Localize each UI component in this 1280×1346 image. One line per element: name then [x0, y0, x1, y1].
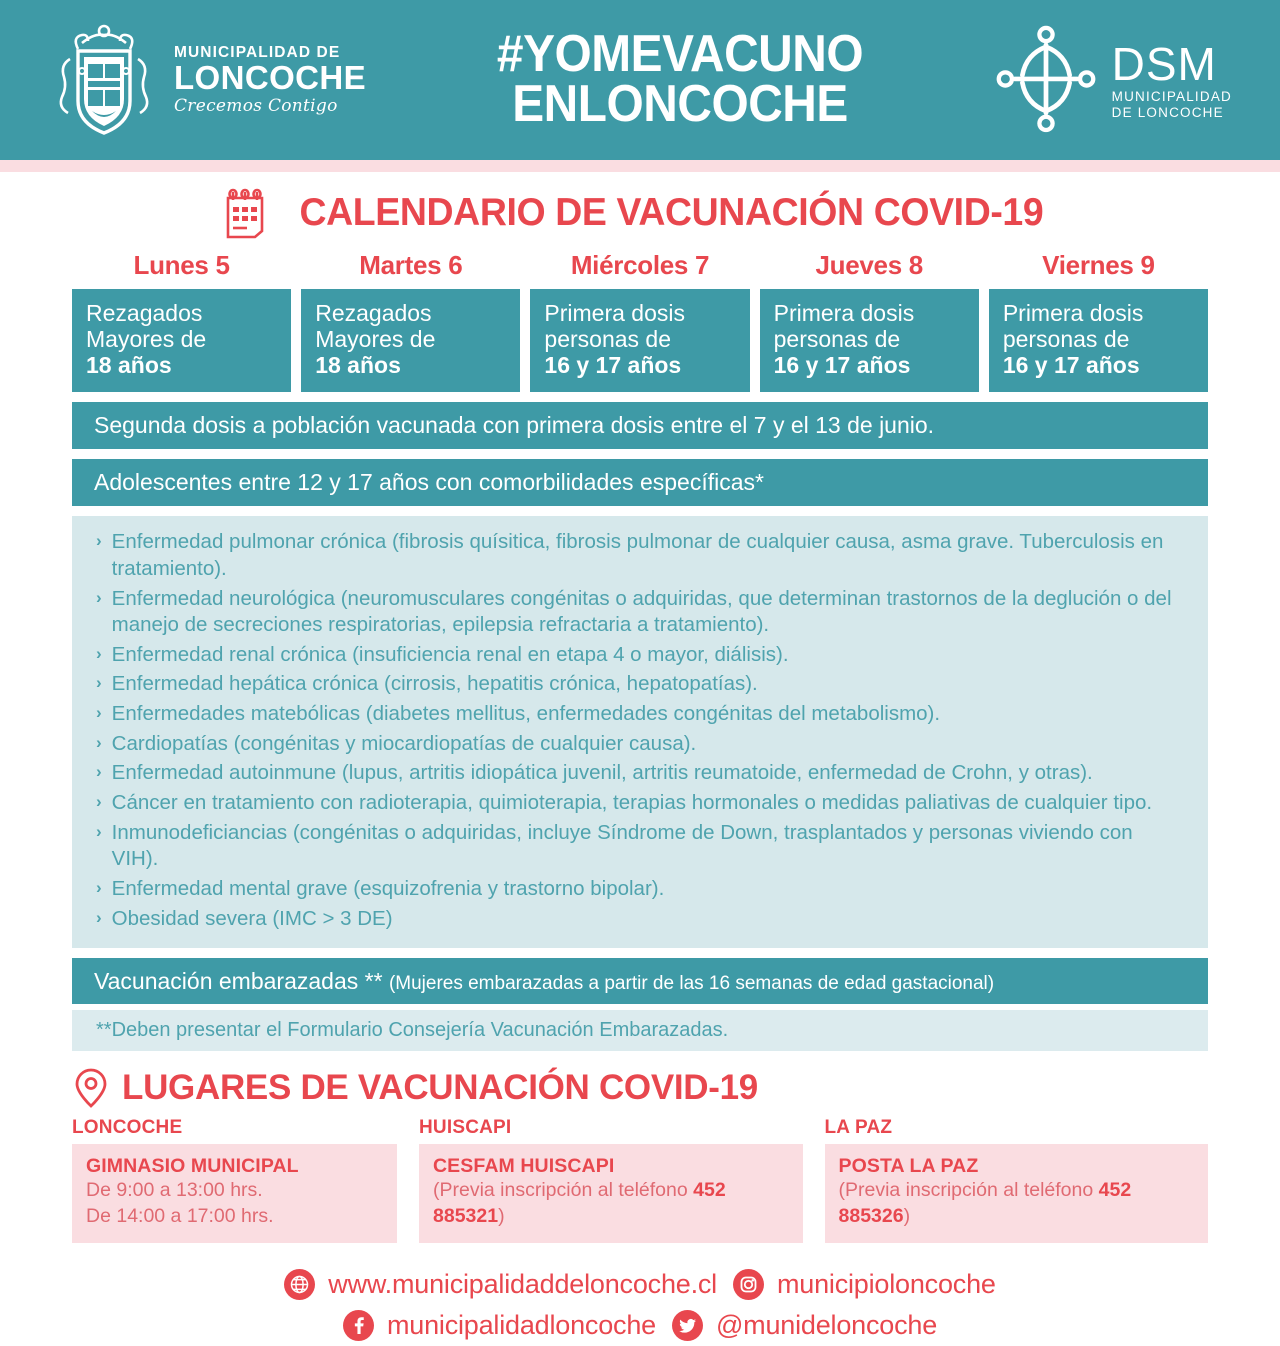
day-card-line1: Rezagados [86, 300, 203, 326]
list-item-text: Enfermedad hepática crónica (cirrosis, hepatitis crónica, hepatopatías). [111, 672, 758, 696]
list-item-text: Inmunodeficiancias (congénitas o adquiridas, incluye Síndrome de Down, trasplantados y personas viviendo con VIH). [111, 820, 1133, 871]
footer-row-2 [343, 1310, 937, 1341]
day-card-line1: Rezagados [315, 300, 432, 326]
list-item-text: Enfermedad pulmonar crónica (fibrosis quísitica, fibrosis pulmonar de cualquier causa, asma grave. Tuberculosis en tratamiento). [111, 530, 1164, 580]
list-item-text: Obesidad severa (IMC > 3 DE) [111, 906, 393, 930]
list-item [96, 640, 1184, 670]
day-header-martes: Martes 6 [359, 250, 463, 280]
place-column-loncoche [72, 1117, 397, 1243]
registration-suffix: ) [498, 1204, 505, 1227]
banner-pregnancy-main: Vacunación embarazadas ** [94, 967, 383, 994]
day-card-viernes [989, 289, 1208, 392]
header-divider [0, 160, 1280, 172]
comorbidity-list [72, 516, 1208, 948]
day-card-age: 18 años [315, 351, 401, 378]
day-card-line1: Primera dosis [544, 300, 686, 326]
list-item [96, 818, 1184, 874]
day-card-line2: personas de [544, 325, 671, 352]
day-card-age: 18 años [86, 351, 172, 378]
page-title: CALENDARIO DE VACUNACIÓN COVID-19 [299, 191, 1043, 234]
chevron-right-icon: › [96, 673, 102, 693]
banner-pregnancy [72, 958, 1208, 1005]
day-header-viernes: Viernes 9 [1042, 250, 1155, 280]
day-card-line2: personas de [1002, 325, 1130, 352]
dsm-acronym: DSM [1111, 37, 1217, 90]
footer-row-1 [284, 1269, 995, 1300]
facebook-link[interactable] [343, 1310, 656, 1341]
list-item-text: Enfermedad renal crónica (insuficiencia renal en etapa 4 o mayor, diálisis). [111, 642, 789, 666]
list-item-text: Enfermedad mental grave (esquizofrenia y trastorno bipolar). [111, 876, 665, 900]
place-registration-line [839, 1178, 1195, 1229]
chevron-right-icon: › [96, 821, 102, 841]
list-item [96, 729, 1184, 759]
registration-suffix: ) [903, 1204, 911, 1227]
day-card-age: 16 y 17 años [773, 351, 911, 378]
place-hours-line1: De 9:00 a 13:00 hrs. [86, 1179, 263, 1202]
calendar-day-headers [72, 250, 1208, 281]
facebook-text: municipalidadloncoche [386, 1310, 656, 1341]
place-name: POSTA LA PAZ [838, 1155, 979, 1178]
municipality-logo-line1: MUNICIPALIDAD DE [174, 43, 341, 61]
place-card [72, 1144, 397, 1243]
places-title-row [72, 1067, 1208, 1109]
day-card-line2: Mayores de [315, 325, 436, 352]
footer-social-links [72, 1269, 1208, 1341]
list-item [96, 700, 1184, 730]
pregnancy-note: **Deben presentar el Formulario Consejería Vacunación Embarazadas. [72, 1010, 1208, 1051]
banner-adolescents: Adolescentes entre 12 y 17 años con comorbilidades específicas* [72, 459, 1208, 506]
list-item-text: Enfermedad autoinmune (lupus, artritis idiopática juvenil, artritis reumatoide, enfermedad de Crohn, y otras). [111, 761, 1093, 785]
place-hours-line2: De 14:00 a 17:00 hrs. [86, 1204, 274, 1227]
municipality-logo-line2: LONCOCHE [174, 59, 367, 97]
calendar-icon [222, 188, 268, 238]
places-title: LUGARES DE VACUNACIÓN COVID-19 [122, 1068, 758, 1108]
map-pin-icon [74, 1067, 108, 1109]
chevron-right-icon: › [96, 643, 102, 663]
chevron-right-icon: › [96, 877, 102, 897]
day-card-age: 16 y 17 años [544, 351, 682, 378]
place-column-lapaz [825, 1117, 1209, 1243]
chevron-right-icon: › [96, 792, 102, 812]
municipality-logo-tagline: Crecemos Contigo [174, 96, 338, 117]
place-card [825, 1144, 1209, 1243]
list-item [96, 904, 1184, 934]
list-item-text: Enfermedades matebólicas (diabetes mellitus, enfermedades congénitas del metabolismo). [111, 702, 941, 726]
banner-second-dose: Segunda dosis a población vacunada con primera dosis entre el 7 y el 13 de junio. [72, 402, 1208, 449]
place-name: CESFAM HUISCAPI [433, 1155, 615, 1178]
chevron-right-icon: › [96, 907, 102, 927]
list-item [96, 670, 1184, 700]
list-item [96, 874, 1184, 904]
poster-header [0, 0, 1280, 160]
chevron-right-icon: › [96, 587, 102, 607]
day-card-jueves [760, 289, 979, 392]
list-item-text: Enfermedad neurológica (neuromusculares congénitas o adquiridas, que determinan trastornos de la deglución o del manejo de secreciones respiratorias, epilepsia refractaria a tratamiento). [111, 586, 1172, 637]
city-name: HUISCAPI [419, 1117, 512, 1139]
day-card-miercoles [530, 289, 749, 392]
day-card-line2: Mayores de [86, 325, 207, 352]
campaign-hashtag [496, 25, 863, 133]
list-item [96, 528, 1184, 584]
list-item-text: Cáncer en tratamiento con radioterapia, quimioterapia, terapias hormonales o medidas paliativas de cualquier tipo. [111, 791, 1153, 815]
registration-prefix: (Previa inscripción al teléfono [838, 1179, 1099, 1202]
day-header-miercoles: Miércoles 7 [570, 250, 710, 280]
dsm-logo [994, 22, 1232, 139]
banner-pregnancy-detail: (Mujeres embarazadas a partir de las 16 semanas de edad gastacional) [388, 972, 995, 994]
dsm-sub2: DE LONCOCHE [1111, 105, 1224, 120]
instagram-icon [733, 1269, 764, 1300]
registration-phone: 452 885326 [838, 1179, 1132, 1227]
calendar-title-row [0, 188, 1280, 238]
list-item-text: Cardiopatías (congénitas y miocardiopatías de cualquier causa). [111, 731, 697, 755]
day-card-line1: Primera dosis [773, 300, 915, 326]
places-columns [72, 1117, 1208, 1243]
day-header-lunes: Lunes 5 [133, 250, 230, 280]
website-text: www.municipalidaddeloncoche.cl [328, 1269, 717, 1300]
chevron-right-icon: › [96, 703, 102, 723]
city-name: LA PAZ [824, 1117, 893, 1139]
globe-icon [284, 1269, 315, 1300]
campaign-hashtag-line2: ENLONCOCHE [512, 75, 848, 133]
twitter-icon [672, 1310, 703, 1341]
list-item [96, 584, 1184, 640]
campaign-hashtag-line1: #YOMEVACUNO [496, 25, 863, 84]
calendar-day-cards [72, 289, 1208, 392]
place-card [419, 1144, 803, 1243]
place-name: GIMNASIO MUNICIPAL [86, 1155, 299, 1178]
mapuche-kultrun-cross-icon [994, 22, 1098, 139]
chevron-right-icon: › [96, 762, 102, 782]
twitter-link[interactable] [672, 1310, 937, 1341]
facebook-icon [343, 1310, 374, 1341]
day-card-martes [301, 289, 520, 392]
registration-phone: 452 885321 [433, 1179, 726, 1227]
website-link[interactable] [284, 1269, 717, 1300]
day-card-line1: Primera dosis [1002, 300, 1144, 326]
place-column-huiscapi [419, 1117, 803, 1243]
city-name: LONCOCHE [72, 1117, 183, 1139]
instagram-text: municipioloncoche [776, 1269, 996, 1300]
day-card-lunes [72, 289, 291, 392]
chevron-right-icon: › [96, 732, 102, 752]
day-card-line2: personas de [773, 325, 901, 352]
place-registration-line [433, 1178, 789, 1229]
loncoche-coat-of-arms-icon [48, 19, 160, 141]
list-item [96, 759, 1184, 789]
twitter-text: @munideloncoche [715, 1310, 938, 1341]
chevron-right-icon: › [96, 531, 102, 551]
list-item [96, 789, 1184, 819]
day-card-age: 16 y 17 años [1002, 351, 1140, 378]
municipality-logo [48, 19, 366, 141]
dsm-sub1: MUNICIPALIDAD [1111, 88, 1232, 104]
day-header-jueves: Jueves 8 [815, 250, 923, 280]
instagram-link[interactable] [733, 1269, 996, 1300]
registration-prefix: (Previa inscripción al teléfono [433, 1179, 694, 1202]
